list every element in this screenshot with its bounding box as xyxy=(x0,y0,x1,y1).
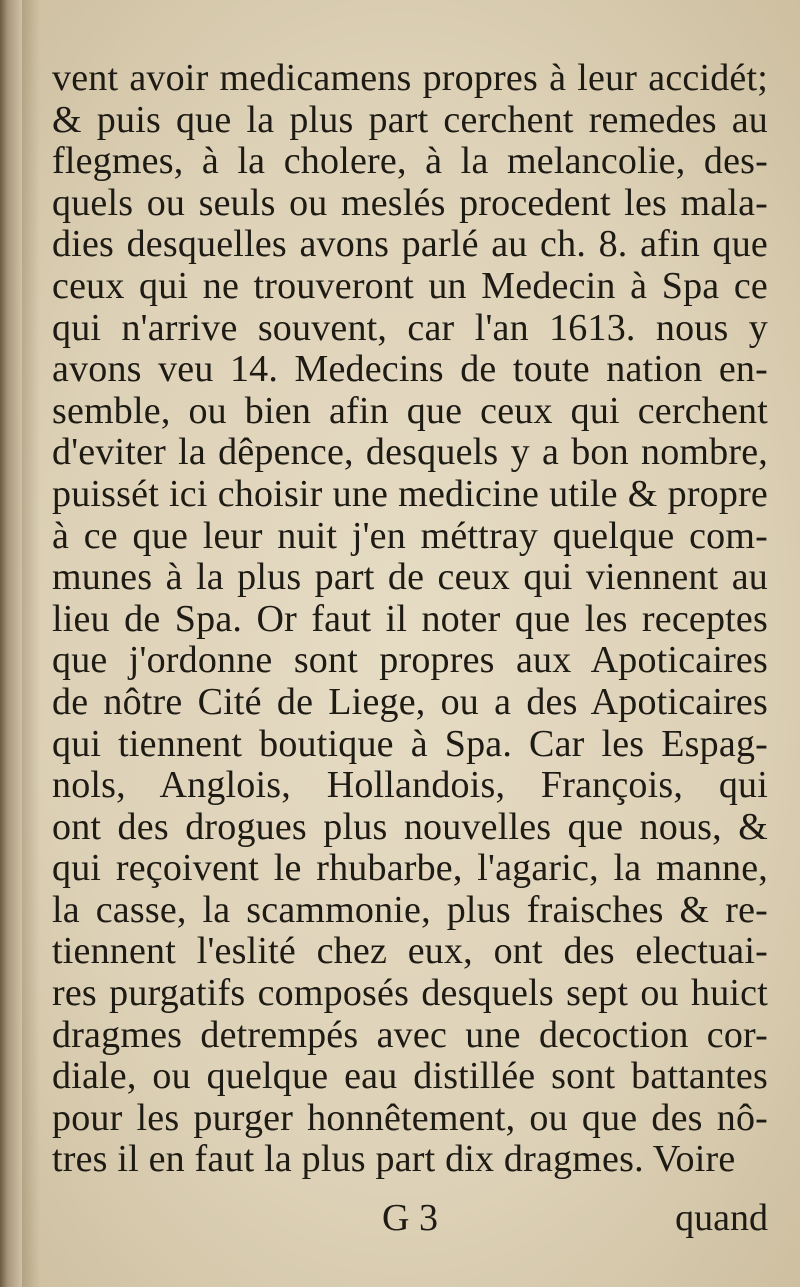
text-line: tiennent l'eslité chez eux, ont des electuai- xyxy=(52,930,768,973)
binding-edge xyxy=(0,0,22,1287)
text-line: de nôtre Cité de Liege, ou a des Apoticaires xyxy=(52,680,768,723)
catchword: quand xyxy=(675,1197,768,1239)
text-line: res purgatifs composés desquels sept ou huict xyxy=(52,972,768,1015)
text-line: flegmes, à la cholere, à la melancolie, des- xyxy=(52,140,768,183)
text-line: quels ou seuls ou meslés procedent les mala- xyxy=(52,181,768,224)
text-line: dragmes detrempés avec une decoction cor- xyxy=(52,1013,768,1056)
text-line: avons veu 14. Medecins de toute nation en- xyxy=(52,348,768,391)
text-line: pour les purger honnêtement, ou que des nô- xyxy=(52,1096,768,1139)
text-line: que j'ordonne sont propres aux Apoticaires xyxy=(52,639,768,682)
gutter-shadow xyxy=(22,0,40,1287)
text-line: qui tiennent boutique à Spa. Car les Espag- xyxy=(52,722,768,765)
text-line: lieu de Spa. Or faut il noter que les receptes xyxy=(52,597,768,640)
text-line: munes à la plus part de ceux qui viennent au xyxy=(52,556,768,599)
text-line: qui n'arrive souvent, car l'an 1613. nous y xyxy=(52,306,768,349)
text-line: nols, Anglois, Hollandois, François, qui xyxy=(52,764,768,807)
page-footer xyxy=(52,1196,768,1246)
text-line: ceux qui ne trouveront un Medecin à Spa ce xyxy=(52,264,768,307)
text-line: d'eviter la dêpence, desquels y a bon nombre, xyxy=(52,431,768,474)
body-text xyxy=(52,58,768,1181)
text-line: ont des drogues plus nouvelles que nous, & xyxy=(52,805,768,848)
text-line: tres il en faut la plus part dix dragmes. Voire xyxy=(52,1138,736,1181)
text-line: la casse, la scammonie, plus fraisches & re- xyxy=(52,888,768,931)
text-line: puissét ici choisir une medicine utile & propre xyxy=(52,472,768,515)
text-line: dies desquelles avons parlé au ch. 8. afin que xyxy=(52,223,768,266)
text-line: à ce que leur nuit j'en méttray quelque com- xyxy=(52,514,768,557)
text-line: semble, ou bien afin que ceux qui cerchent xyxy=(52,389,768,432)
text-line: diale, ou quelque eau distillée sont battantes xyxy=(52,1055,768,1098)
text-line: qui reçoivent le rhubarbe, l'agaric, la manne, xyxy=(52,847,768,890)
text-line: & puis que la plus part cerchent remedes au xyxy=(52,98,768,141)
signature-mark: G 3 xyxy=(382,1197,438,1239)
text-line: vent avoir medicamens propres à leur accidét; xyxy=(52,57,768,99)
